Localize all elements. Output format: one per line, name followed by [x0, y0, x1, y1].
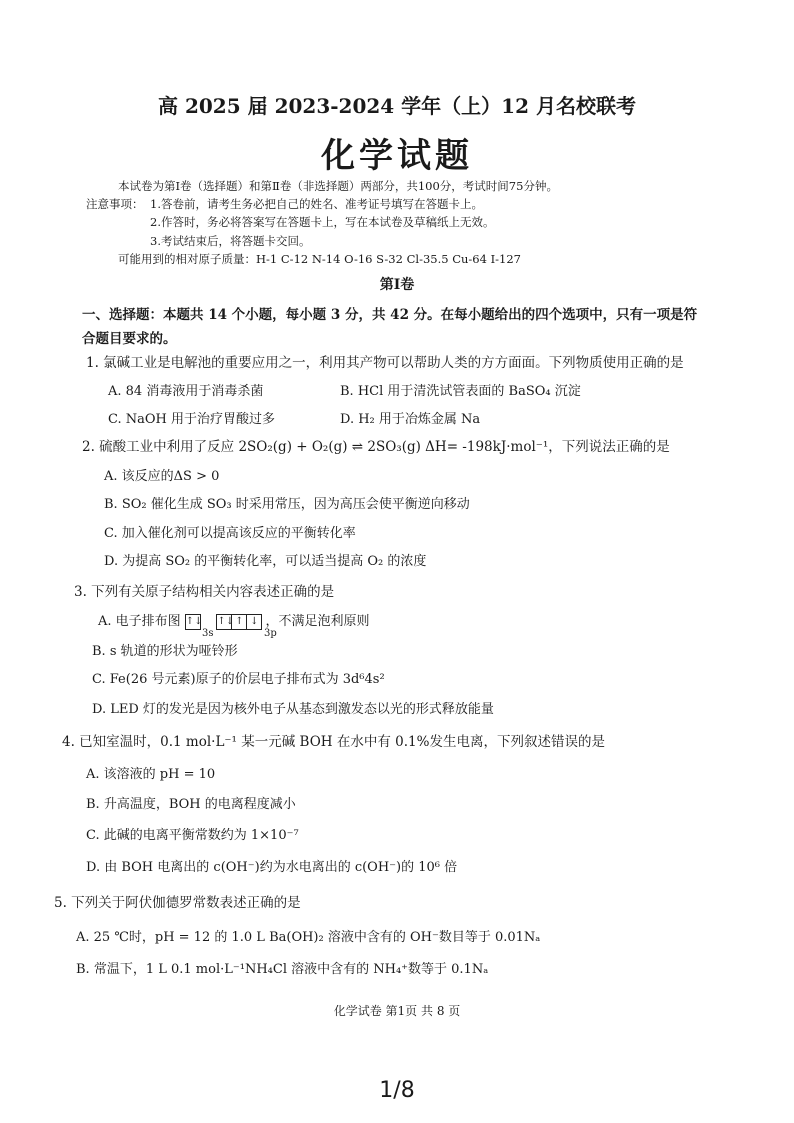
option-a-suffix: ，不满足泡利原则 — [265, 614, 370, 629]
label-3s: 3s — [202, 628, 214, 639]
intro-line: 本试卷为第Ⅰ卷（选择题）和第Ⅱ卷（非选择题）两部分，共100分，考试时间75分钟。 — [118, 179, 558, 193]
orbital-cell: ↓ — [246, 614, 262, 630]
question-1-stem: 1. 氯碱工业是电解池的重要应用之一，利用其产物可以帮助人类的方方面面。下列物质使用正确的是 — [86, 355, 684, 371]
question-3-option-c: C. Fe(26 号元素)原子的价层电子排布式为 3d⁶4s² — [92, 672, 385, 687]
question-2-option-c: C. 加入催化剂可以提高该反应的平衡转化率 — [104, 526, 356, 541]
question-4-option-d: D. 由 BOH 电离出的 c(OH⁻)约为水电离出的 c(OH⁻)的 10⁶ 倍 — [86, 860, 458, 875]
section-title: 第Ⅰ卷 — [379, 277, 415, 293]
note-1: 1.答卷前，请考生务必把自己的姓名、准考证号填写在答题卡上。 — [150, 197, 483, 211]
subject-title: 化学试题 — [321, 136, 473, 176]
question-4-option-c: C. 此碱的电离平衡常数约为 1×10⁻⁷ — [86, 828, 299, 843]
atomic-masses: 可能用到的相对原子质量：H-1 C-12 N-14 O-16 S-32 Cl-35.5 Cu-64 I-127 — [118, 252, 521, 266]
question-4-option-a: A. 该溶液的 pH = 10 — [86, 767, 216, 782]
question-2-option-b: B. SO₂ 催化生成 SO₃ 时采用常压，因为高压会使平衡逆向移动 — [104, 497, 470, 512]
question-3-option-d: D. LED 灯的发光是因为核外电子从基态到激发态以光的形式释放能量 — [92, 702, 494, 717]
section-instruction: 一、选择题：本题共 14 个小题，每小题 3 分，共 42 分。在每小题给出的四个选项中，只有一项是符 — [82, 307, 698, 323]
question-4-stem: 4. 已知室温时，0.1 mol·L⁻¹ 某一元碱 BOH 在水中有 0.1%发生电离，下列叙述错误的是 — [62, 734, 605, 750]
option-a-prefix: A. 电子排布图 — [98, 614, 181, 629]
note-2: 2.作答时，务必将答案写在答题卡上，写在本试卷及草稿纸上无效。 — [150, 215, 495, 229]
question-3-option-a — [98, 610, 369, 630]
question-1-option-a: A. 84 消毒液用于消毒杀菌 — [108, 384, 264, 399]
question-1-option-c: C. NaOH 用于治疗胃酸过多 — [108, 412, 276, 427]
question-2-stem: 2. 硫酸工业中利用了反应 2SO₂(g) + O₂(g) ⇌ 2SO₃(g) ΔH= -198kJ·mol⁻¹，下列说法正确的是 — [82, 439, 670, 455]
section-instruction-cont: 合题目要求的。 — [82, 331, 177, 347]
orbital-cell: ↑↓ — [216, 614, 232, 630]
question-5-stem: 5. 下列关于阿伏伽德罗常数表述正确的是 — [54, 895, 301, 911]
question-5-option-b: B. 常温下，1 L 0.1 mol·L⁻¹NH₄Cl 溶液中含有的 NH₄⁺数等于 0.1Nₐ — [76, 962, 489, 977]
orbital-box-3p — [216, 614, 261, 630]
question-3-option-b: B. s 轨道的形状为哑铃形 — [92, 644, 238, 659]
page-indicator: 1/8 — [379, 1078, 415, 1103]
question-1-option-d: D. H₂ 用于冶炼金属 Na — [340, 412, 481, 427]
note-3: 3.考试结束后，将答题卡交回。 — [150, 234, 311, 248]
question-4-option-b: B. 升高温度，BOH 的电离程度减小 — [86, 797, 296, 812]
question-2-option-d: D. 为提高 SO₂ 的平衡转化率，可以适当提高 O₂ 的浓度 — [104, 554, 427, 569]
question-3-stem: 3. 下列有关原子结构相关内容表述正确的是 — [74, 584, 335, 600]
orbital-box-3s — [185, 614, 203, 630]
question-2-option-a: A. 该反应的ΔS > 0 — [104, 469, 220, 484]
label-3p: 3p — [264, 628, 277, 639]
notes-label: 注意事项： — [86, 197, 144, 211]
question-5-option-a: A. 25 ℃时，pH = 12 的 1.0 L Ba(OH)₂ 溶液中含有的 OH⁻数目等于 0.01Nₐ — [76, 930, 541, 945]
orbital-cell: ↑↓ — [185, 614, 201, 630]
exam-title: 高 2025 届 2023-2024 学年（上）12 月名校联考 — [158, 94, 636, 118]
orbital-cell: ↑ — [231, 614, 247, 630]
question-1-option-b: B. HCl 用于清洗试管表面的 BaSO₄ 沉淀 — [340, 384, 581, 399]
page-footer: 化学试卷 第1页 共 8 页 — [333, 1004, 461, 1018]
